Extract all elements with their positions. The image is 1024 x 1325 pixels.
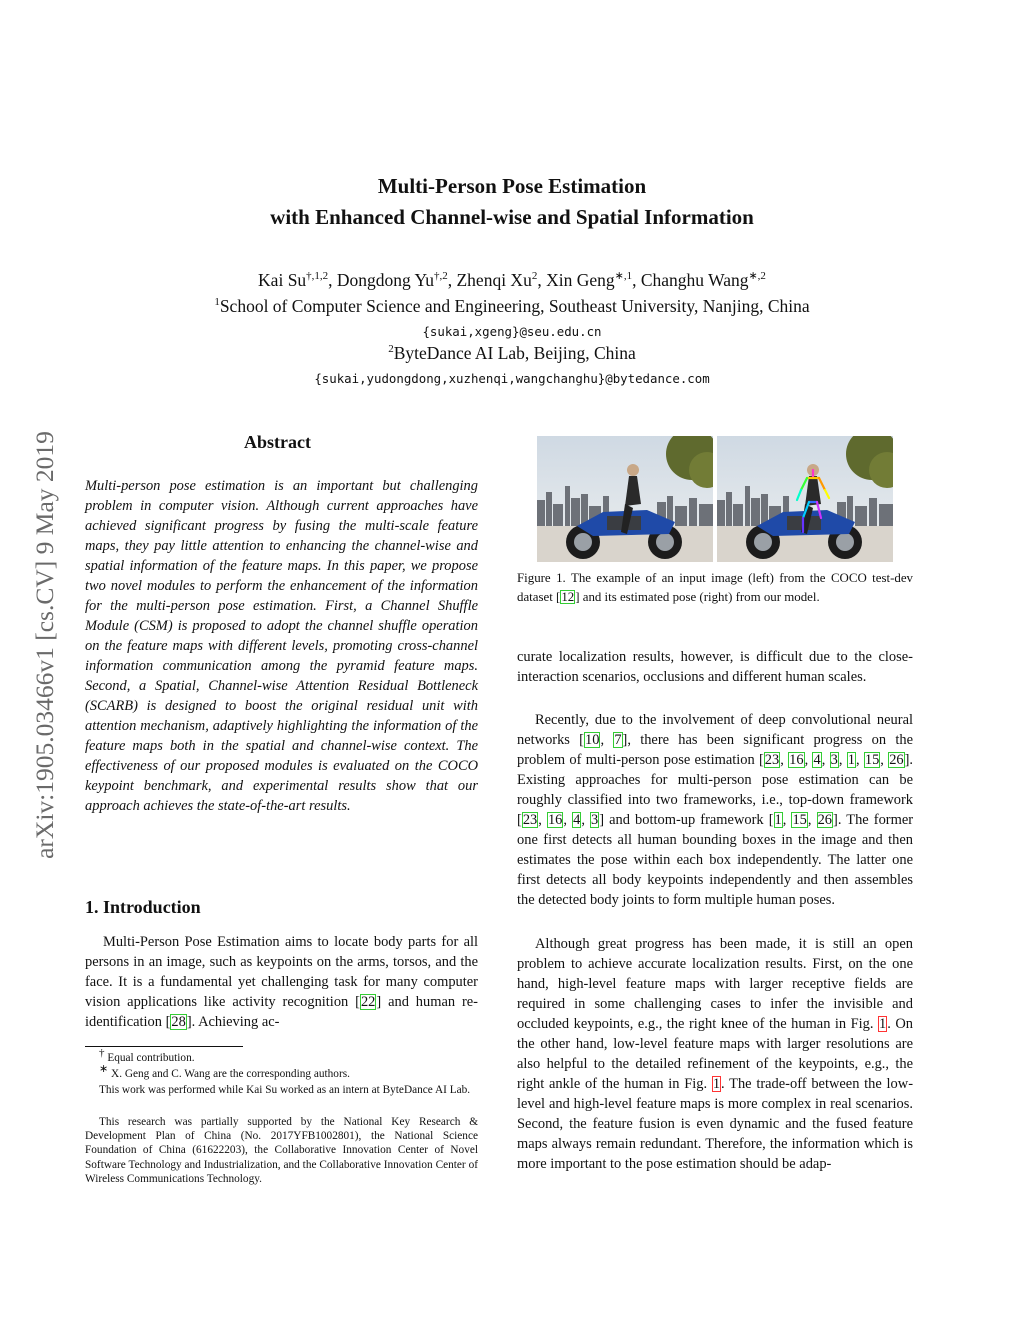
arxiv-id-text: arXiv:1905.03466v1 [cs.CV] 9 May 2019 [30, 431, 59, 859]
text-run: , [600, 732, 614, 748]
abstract-heading: Abstract [244, 432, 311, 452]
footnote-funding: This research was partially supported by the National Key Research & Development Plan of China (No. 2017YFB1002801), the National Science Foundation of China (61622203), the Collaborative Innovation Center of Novel Software Technology and Industrialization, and the Collaborative Innovation Center of Wireless Communications Technology. [85, 1116, 478, 1185]
text-run: , [821, 752, 830, 768]
author-list: Kai $Su^{\dagger,1,2}$, Dongdong $Yu^{\dagger,2}$, Zhenqi Xu$^2$, Xin Geng$^{∗,1}$, Changhu Wang$^{∗,2}$ [258, 270, 766, 290]
text-run: , [855, 752, 864, 768]
estimated-pose-image [717, 436, 893, 562]
footnote-equal-contribution [85, 1047, 478, 1065]
intro-paragraph-1-continued: curate localization results, however, is difficult due to the close-interaction scenarios, occlusions and different human scales. [517, 649, 913, 685]
text-run: Multi-Person Pose Estimation aims to locate body parts for all persons in an image, such as keypoints on the arms, torsos, and the face. It is a fundamental yet challenging task for many computer vision applications like activity recognition [ [85, 934, 478, 1010]
text-run: ]. Existing approaches for multi-person pose estimation can be roughly classified into two frameworks, i.e., top-down framework [ [517, 752, 914, 828]
text-run: , [804, 752, 813, 768]
text-run: . The trade-off between the low-level and high-level feature maps is more complex in real scenarios. Second, the feature fusion is even dynamic and the fused feature maps always remain redundant. Therefore, the information which is more important to the pose estimation should be adap- [517, 1076, 914, 1172]
figure-reference-link[interactable]: 1 [879, 1016, 887, 1032]
footnote-corresponding [85, 1063, 478, 1081]
pose-photo-illustration [717, 436, 893, 562]
citation-link[interactable]: 1 [774, 812, 782, 828]
abstract-body: Multi-person pose estimation is an important but challenging problem in computer vision. Although current approaches have achieved significant progress by fusing the multi-scale feature maps, they pay little attention to enhancing the channel-wise and spatial information of the feature maps. In this paper, we propose two novel modules to perform the enhancement of the information for the multi-person pose estimation. First, a Channel Shuffle Module (CSM) is proposed to adopt the channel shuffle operation on the feature maps with different levels, promoting cross-channel information communication among the pyramid feature maps. Second, a Spatial, Channel-wise Attention Residual Bottleneck (SCARB) is designed to boost the original residual unit with attention mechanism, adaptively highlighting the information of the feature maps both in the spatial and channel-wise context. The effectiveness of our proposed modules is evaluated on the COCO keypoint benchmark, and experimental results show that our approach achieves the state-of-the-art results. [85, 478, 478, 814]
text-run: , [581, 812, 591, 828]
intro-paragraph-2 [517, 710, 913, 910]
affiliation-1 [0, 296, 1024, 317]
text-run: , [563, 812, 573, 828]
citation-link[interactable]: 23 [764, 752, 780, 768]
citation-link[interactable]: 4 [573, 812, 581, 828]
text-run: Recently, due to the involvement of deep convolutional neural networks [ [517, 712, 913, 748]
text-run: ], there has been significant progress on the problem of multi-person pose estimation [ [517, 732, 913, 768]
author-name: Kai Su [258, 270, 307, 290]
author-name: Dongdong Yu [336, 270, 434, 290]
text-run: , [880, 752, 889, 768]
citation-link[interactable]: 10 [585, 732, 600, 748]
citation-link[interactable]: 28 [171, 1014, 186, 1030]
footnote-mark: ∗ [99, 1063, 109, 1076]
intro-paragraph-3 [517, 934, 913, 1174]
text-run: ] and its estimated pose (right) from our model. [575, 590, 820, 604]
author-name: Zhenqi Xu [456, 270, 532, 290]
citation-link[interactable]: 1 [847, 752, 855, 768]
text-run: , [782, 812, 792, 828]
text-run: , [838, 752, 847, 768]
author-mark: ∗,1 [614, 270, 633, 283]
intro-paragraph-1 [85, 932, 478, 1032]
section-heading-introduction: 1. Introduction [85, 897, 201, 917]
text-run: Figure 1. The example of an input image (left) from the COCO test-dev dataset [ [517, 571, 913, 604]
text-run: , [538, 812, 547, 828]
paper-title-line-2: with Enhanced Channel-wise and Spatial Information [270, 205, 754, 229]
text-run: , [780, 752, 789, 768]
citation-link[interactable]: 26 [889, 752, 904, 768]
affiliation-number: 1 [214, 296, 220, 309]
footnote-text: X. Geng and C. Wang are the corresponding authors. [108, 1068, 350, 1080]
citation-link[interactable]: 16 [547, 812, 563, 828]
author-name: Xin Geng [546, 270, 615, 290]
citation-link[interactable]: 3 [830, 752, 838, 768]
citation-link[interactable]: 4 [813, 752, 821, 768]
email-1: {sukai,xgeng}@seu.edu.cn [422, 324, 602, 339]
affiliation-number: 2 [388, 343, 394, 356]
email-2: {sukai,yudongdong,xuzhenqi,wangchanghu}@bytedance.com [314, 371, 710, 386]
text-run: Although great progress has been made, it is still an open problem to achieve accurate localization results. First, on the one hand, high-level feature maps with larger receptive fields are required in some challenging cases to infer the invisible and occluded keypoints, e.g., the right knee of the human in Fig. [517, 936, 913, 1032]
footnote-mark: † [99, 1047, 105, 1060]
author-mark: †,2 [433, 270, 448, 283]
figure-1 [537, 436, 913, 562]
text-run: ] and bottom-up framework [ [599, 812, 774, 828]
citation-link[interactable]: 26 [817, 812, 833, 828]
figure-1-caption [517, 569, 913, 607]
text-run: ]. Achieving ac- [186, 1014, 280, 1030]
figure-reference-link[interactable]: 1 [712, 1076, 721, 1092]
footnote-divider [85, 1046, 243, 1047]
input-photo-illustration [537, 436, 713, 562]
input-image-motorcycle [537, 436, 713, 562]
citation-link[interactable]: 23 [522, 812, 538, 828]
author-mark: 2 [531, 270, 538, 283]
text-run: ]. The former one first detects all human bounding boxes in the image and then estimates the pose within each box independently. The latter one first detects all body keypoints independently and then assembles the detected body joints to form multiple human poses. [517, 812, 914, 908]
citation-link[interactable]: 22 [360, 994, 376, 1010]
citation-link[interactable]: 7 [614, 732, 622, 748]
text-run: . On the other hand, low-level feature maps with larger resolutions are also helpful to the detailed refinement of the keypoints, e.g., the right ankle of the human in Fig. [517, 1016, 913, 1092]
affiliation-text: ByteDance AI Lab, Beijing, China [393, 343, 636, 363]
author-mark: †,1,2 [306, 270, 329, 283]
author-mark: ∗,2 [748, 270, 766, 283]
footnote-internship: This work was performed while Kai Su worked as an intern at ByteDance AI Lab. [99, 1084, 471, 1096]
affiliation-text: School of Computer Science and Engineering, Southeast University, Nanjing, China [219, 296, 810, 316]
citation-link[interactable]: 15 [792, 812, 807, 828]
citation-link[interactable]: 12 [561, 590, 575, 604]
text-run: ] and human re-identification [ [85, 994, 478, 1030]
citation-link[interactable]: 16 [789, 752, 804, 768]
affiliation-2 [0, 343, 1024, 364]
paper-title-line-1: Multi-Person Pose Estimation [377, 174, 647, 198]
text-run: , [807, 812, 817, 828]
citation-link[interactable]: 15 [864, 752, 880, 768]
citation-link[interactable]: 3 [591, 812, 599, 828]
footnote-text: Equal contribution. [104, 1052, 195, 1064]
author-name: Changhu Wang [640, 270, 749, 290]
